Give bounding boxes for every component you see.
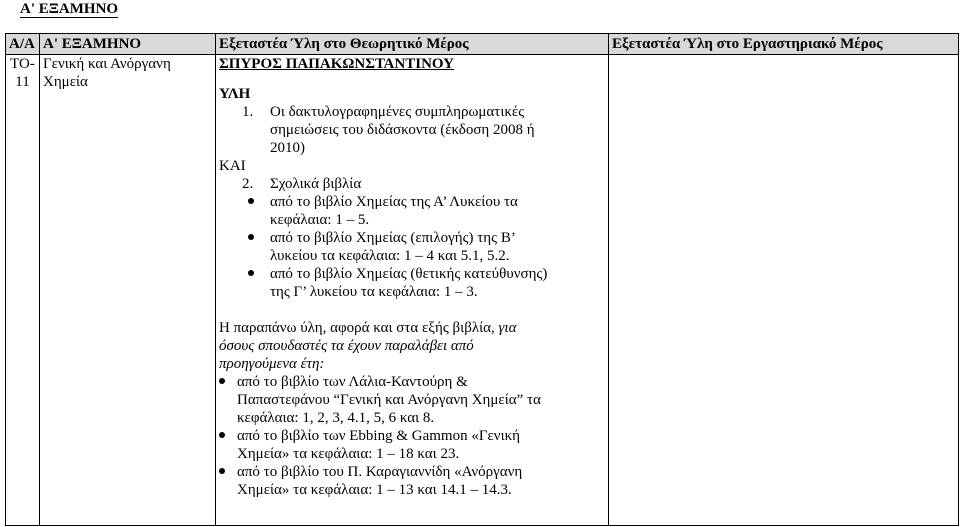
list-item-line: κεφάλαια: 1, 2, 3, 4.1, 5, 6 και 8. [237,410,435,426]
bullet-icon [219,427,237,463]
numbered-item-1-line: Οι δακτυλογραφημένες συμπληρωματικές [270,104,525,120]
header-aa: Α/Α [6,34,40,55]
header-lab: Εξεταστέα Ύλη στο Εργαστηριακό Μέρος [609,34,959,55]
numbered-item-1-number: 1. [242,104,254,120]
list-item-line: Χημεία» τα κεφάλαια: 1 – 18 και 23. [237,446,460,462]
school-books-list [245,193,605,301]
extra-books-section [219,319,605,499]
extra-books-list [219,373,605,499]
syllabus-table [5,33,959,526]
list-item-line: από το βιβλίο του Π. Καραγιαννίδη «Ανόργανη [237,464,523,480]
list-item [219,427,605,463]
professor-name: ΣΠΥΡΟΣ ΠΑΠΑΚΩΝΣΤΑΝΤΙΝΟΥ [219,56,455,72]
lab-cell [609,55,959,526]
extra-intro-text: Η παραπάνω ύλη, αφορά και στα εξής βιβλία, [219,320,499,336]
bullet-icon [245,193,270,229]
extra-intro-italic: για [498,320,517,336]
page-heading: Α' ΕΞΑΜΗΝΟ [20,1,119,17]
numbered-item-2-number: 2. [242,176,254,192]
header-row [6,34,959,55]
course-code-line2: 11 [15,74,30,90]
bullet-icon [219,373,237,427]
numbered-item-1 [242,103,605,157]
course-name-line2: Χημεία [43,74,88,90]
list-item-line: από το βιβλίο Χημείας (επιλογής) της Β’ [270,230,516,246]
list-item-line: από το βιβλίο των Ebbing & Gammon «Γενική [237,428,521,444]
list-item [245,193,605,229]
course-code-line1: ΤΟ- [10,56,35,72]
list-item [245,265,605,301]
list-item-line: από το βιβλίο Χημείας της Α’ Λυκείου τα [270,194,518,210]
list-item-line: κεφάλαια: 1 – 5. [270,212,370,228]
bullet-icon [245,229,270,265]
course-name-cell [40,55,216,526]
header-course: Α' ΕΞΑΜΗΝΟ [40,34,216,55]
numbered-item-1-line: σημειώσεις του διδάσκοντα (έκδοση 2008 ή [270,122,535,138]
table-row [6,55,959,526]
course-code-cell [6,55,40,526]
extra-intro-line1 [219,319,605,337]
kai-label: ΚΑΙ [219,158,246,174]
list-item-line: από το βιβλίο Χημείας (θετικής κατεύθυνσης) [270,266,548,282]
bullet-icon [245,265,270,301]
course-name-line1: Γενική και Ανόργανη [43,56,171,72]
list-item [219,373,605,427]
list-item-line: λυκείου τα κεφάλαια: 1 – 4 και 5.1, 5.2. [270,248,510,264]
list-item-line: της Γ’ λυκείου τα κεφάλαια: 1 – 3. [270,284,478,300]
list-item-line: από το βιβλίο των Λάλια-Καντούρη & [237,374,468,390]
numbered-item-2 [242,175,605,193]
extra-intro-line2: όσους σπουδαστές τα έχουν παραλάβει από [219,338,474,354]
list-item [245,229,605,265]
syllabus-heading: ΥΛΗ [219,86,251,102]
list-item [219,463,605,499]
numbered-item-2-text: Σχολικά βιβλία [270,176,362,192]
extra-intro-line3: προηγούμενα έτη: [219,356,325,372]
bullet-icon [219,463,237,499]
header-theory: Εξεταστέα Ύλη στο Θεωρητικό Μέρος [216,34,609,55]
list-item-line: Χημεία» τα κεφάλαια: 1 – 13 και 14.1 – 14.3. [237,482,512,498]
theory-cell [216,55,609,526]
numbered-item-1-line: 2010) [270,140,305,156]
numbered-item-1-text [270,103,535,157]
list-item-line: Παπαστεφάνου “Γενική και Ανόργανη Χημεία” τα [237,392,541,408]
